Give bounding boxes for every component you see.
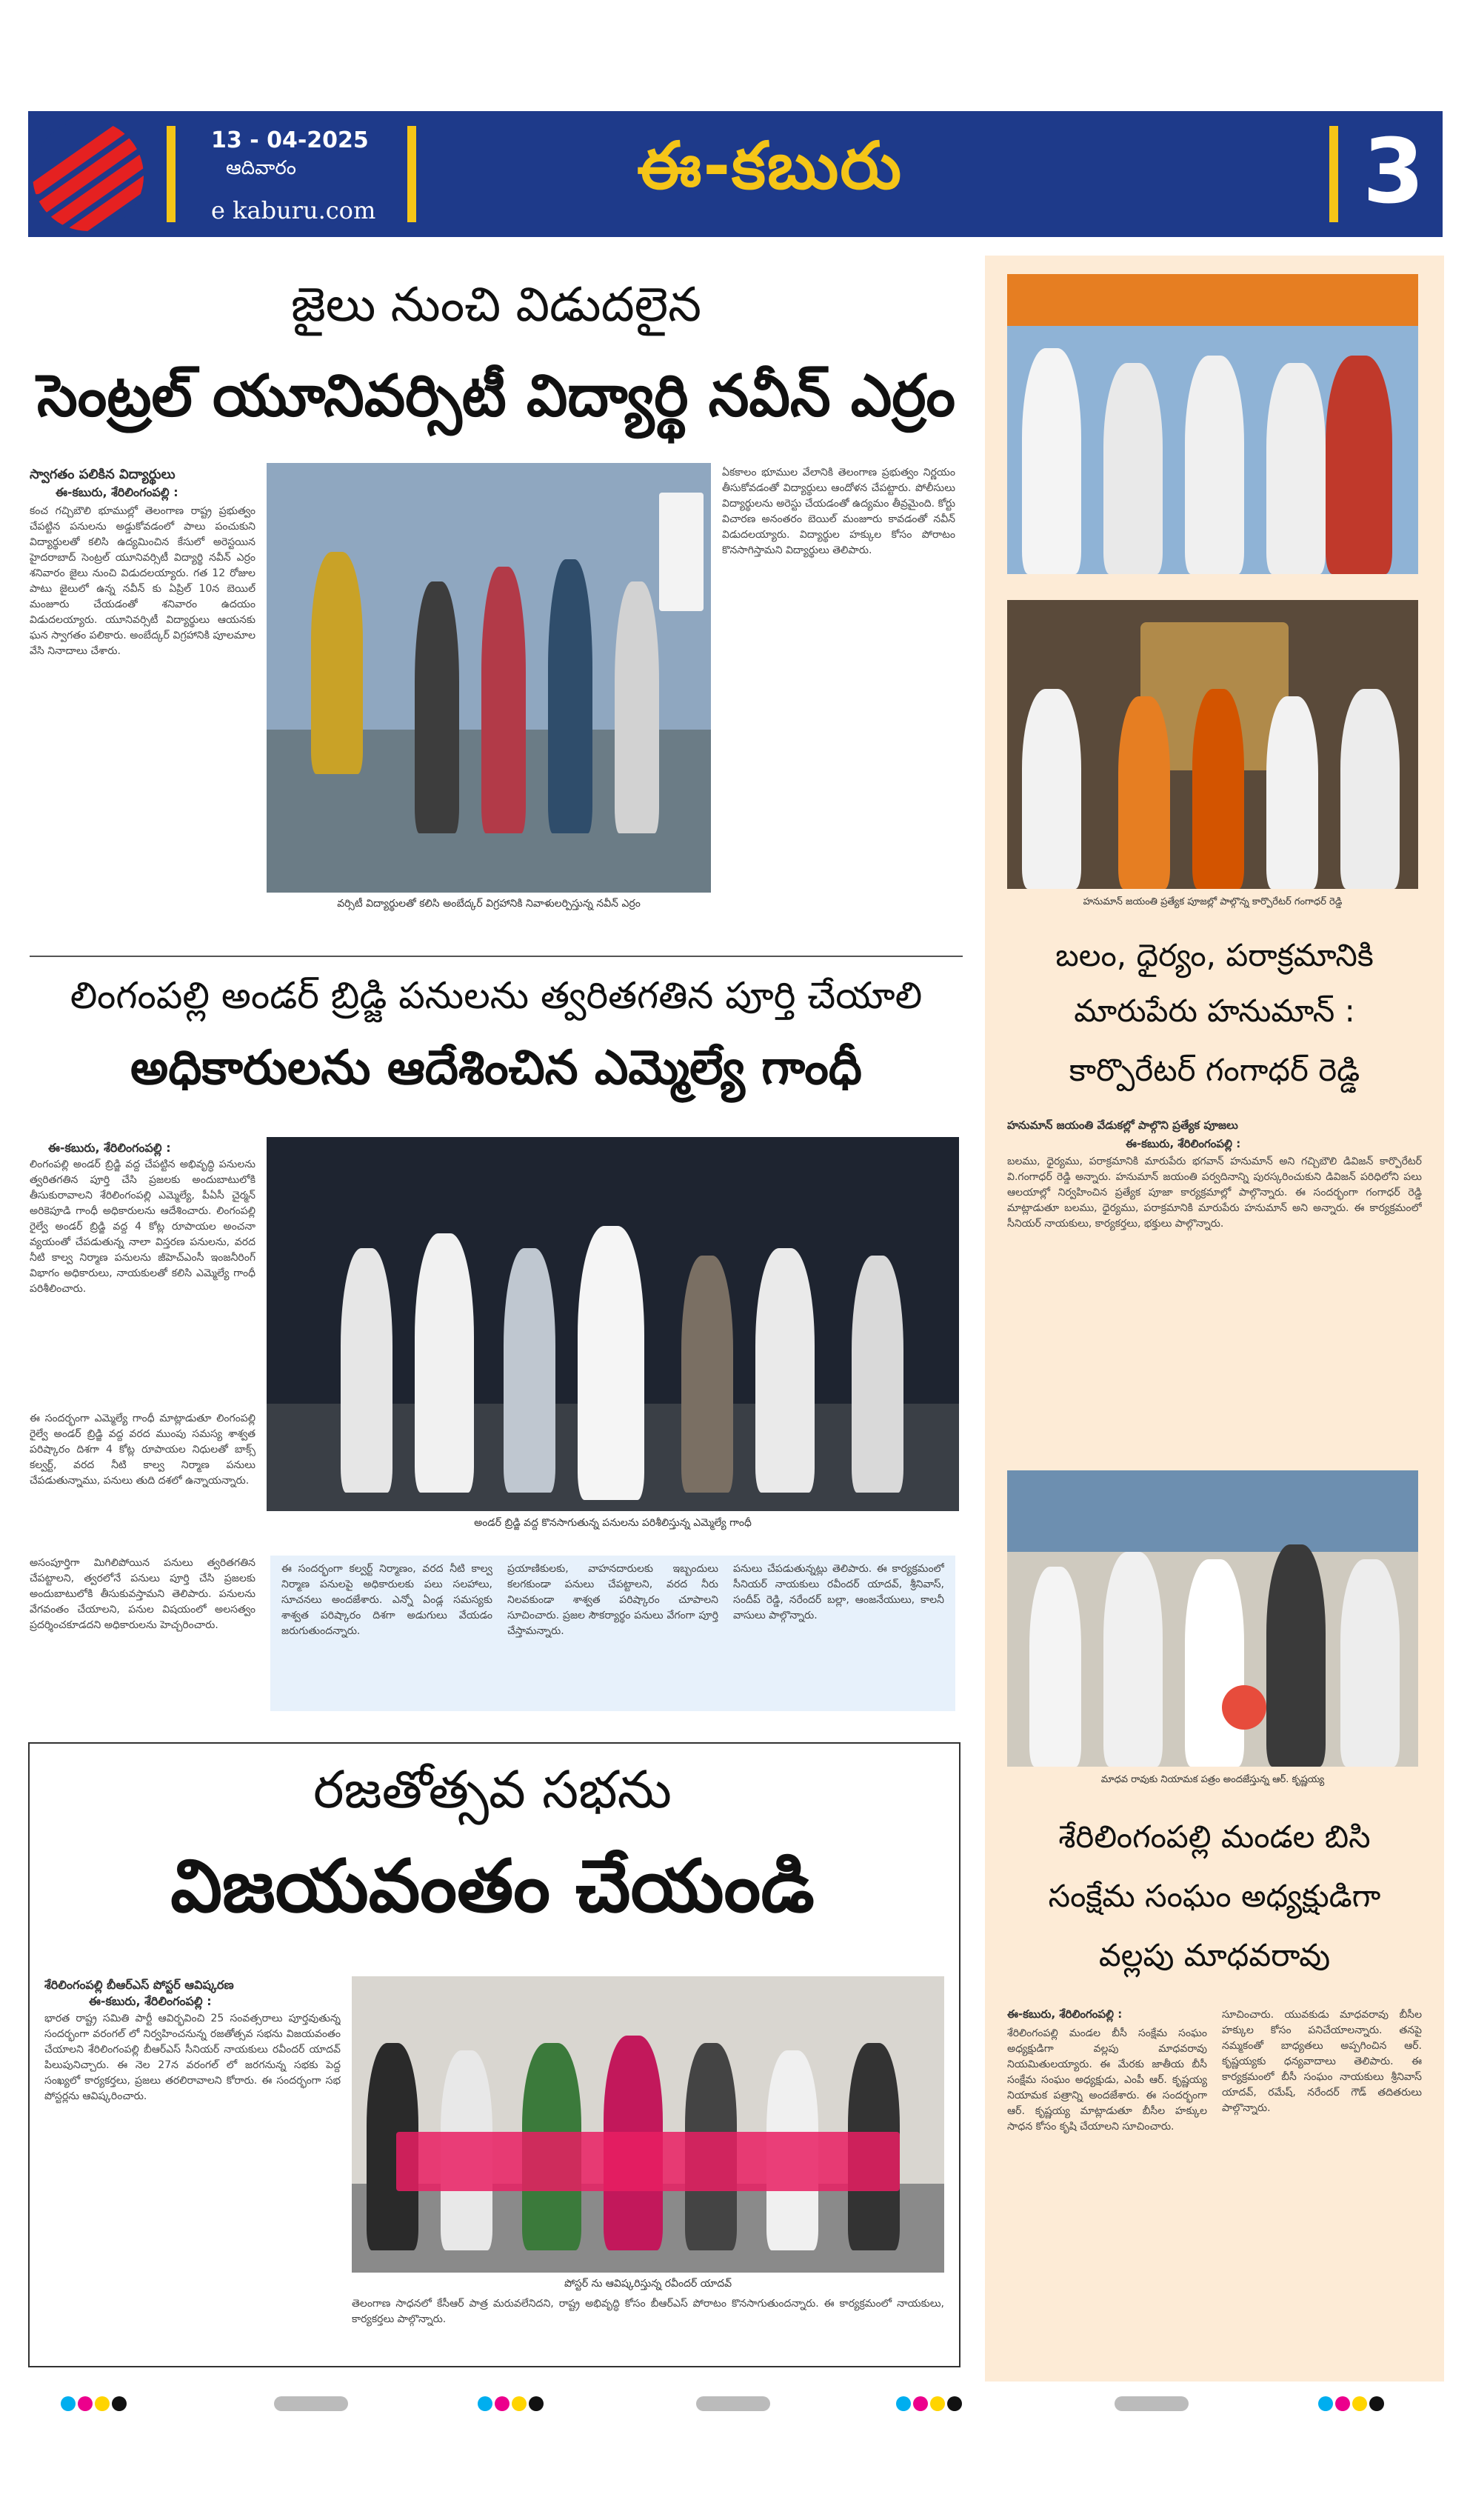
story3-dateline: ఈ-కబురు, శేరిలింగంపల్లి : — [89, 1994, 212, 2008]
ekaburu-logo — [33, 120, 144, 231]
story1-dateline: ఈ-కబురు, శేరిలింగంపల్లి : — [56, 485, 178, 499]
sidebar-caption-2: మాధవ రావుకు నియామక పత్రం అందజేస్తున్న ఆర్. కృష్ణయ్య — [1100, 1774, 1325, 1785]
issue-date: 13 - 04-2025 — [211, 127, 369, 153]
story1-headline-small: జైలు నుంచి విడుదలైన — [290, 278, 702, 333]
color-registration-mark — [896, 2396, 964, 2414]
sidebar-headline-line1: బలం, ధైర్యం, పరాక్రమానికి — [1055, 937, 1374, 973]
sidebar-headline2-line2: సంక్షేమ సంఘం అధ్యక్షుడిగా — [1048, 1878, 1381, 1914]
grey-registration-bar — [274, 2396, 348, 2411]
story3-headline: విజయవంతం చేయండి — [170, 1844, 815, 1929]
story1-headline: సెంట్రల్ యూనివర్సిటీ విద్యార్థి నవీన్ ఎర్రం — [36, 363, 955, 430]
sidebar-headline-line3: కార్పొరేటర్ గంగాధర్ రెడ్డి — [1069, 1052, 1360, 1088]
story2-body-left-continued: ఈ సందర్భంగా ఎమ్మెల్యే గాంధీ మాట్లాడుతూ లింగంపల్లి రైల్వే అండర్ బ్రిడ్జి వద్ద వరద ముంపు సమస్య శాశ్వత పరిష్కారం దిశగా 4 కోట్ల రూపాయల నిధులతో బాక్స్ కల్వర్ట్, వరద నీటి కాల్వ నిర్మాణ పనులు చేపడుతున్నాము, పనులు తుది దశలో ఉన్నాయన్నారు. — [30, 1413, 255, 1487]
sidebar-photo-meeting — [1007, 1470, 1418, 1767]
story2-body-bottom-mid1: ఈ సందర్భంగా కల్వర్ట్ నిర్మాణం, వరద నీటి కాల్వ నిర్మాణ పనులపై అధికారులకు పలు సలహాలు, సూచనలు అందజేశారు. ఎన్నో ఏండ్ల సమస్యకు శాశ్వత పరిష్కారం దిశగా అడుగులు వేయడం జరుగుతుందన్నారు. — [281, 1563, 492, 1637]
sidebar-headline2-line1: శేరిలింగంపల్లి మండల బిసి — [1058, 1819, 1371, 1855]
color-registration-mark — [478, 2396, 546, 2414]
story1-body-left: కంచ గచ్చిబౌలి భూముల్లో తెలంగాణ రాష్ట్ర ప్రభుత్వం చేపట్టిన పనులను అడ్డుకోవడంలో పాలు పంచుకుని విద్యార్థులతో కలిసి ఉద్యమించిన కేసులో అరెస్టయిన హైదరాబాద్ సెంట్రల్ యూనివర్సిటీ విద్యార్థి నవీన్ ఎర్రం శనివారం జైలు నుంచి విడుదలయ్యారు. గత 12 రోజుల పాటు జైలులో ఉన్న నవీన్ కు ఏప్రిల్ 10న బెయిల్ మంజూరు చేయడంతో శనివారం ఉదయం విడుదలయ్యారు. యూనివర్సిటీ విద్యార్థులు ఆయనకు ఘన స్వాగతం పలికారు. అంబేద్కర్ విగ్రహానికి పూలమాల వేసి నినాదాలు చేశారు. — [30, 505, 255, 657]
story1-kicker: స్వాగతం పలికిన విద్యార్థులు — [30, 467, 176, 482]
page-number: 3 — [1363, 121, 1425, 224]
story2-headline-small: లింగంపల్లి అండర్ బ్రిడ్జి పనులను త్వరితగతిన పూర్తి చేయాలి — [70, 974, 923, 1017]
story3-photo — [352, 1976, 944, 2273]
story3-caption: పోస్టర్ ను ఆవిష్కరిస్తున్న రవీందర్ యాదవ్ — [564, 2278, 732, 2290]
sidebar-caption-1: హనుమాన్ జయంతి ప్రత్యేక పూజల్లో పాల్గొన్న కార్పొరేటర్ గంగాధర్ రెడ్డి — [1083, 896, 1343, 907]
sidebar-body-1: బలము, ధైర్యము, పరాక్రమానికి మారుపేరు భగవాన్ హనుమాన్ అని గచ్చిబౌలి డివిజన్ కార్పొరేటర్ వి.గంగాధర్ రెడ్డి అన్నారు. హనుమాన్ జయంతి పర్వదినాన్ని పురస్కరించుకుని డివిజన్ పరిధిలోని పలు ఆలయాల్లో నిర్వహించిన ప్రత్యేక పూజా కార్యక్రమాల్లో పాల్గొన్నారు. ఈ సందర్భంగా గంగాధర్ రెడ్డి మాట్లాడుతూ బలము, ధైర్యము, పరాక్రమానికి మారుపేరు హనుమాన్ అని అన్నారు. ఈ కార్యక్రమంలో సీనియర్ నాయకులు, కార్యకర్తలు, భక్తులు పాల్గొన్నారు. — [1007, 1156, 1422, 1230]
sidebar-photo-temple-1 — [1007, 274, 1418, 574]
sidebar-dateline: ఈ-కబురు, శేరిలింగంపల్లి : — [1126, 1137, 1241, 1150]
sidebar-headline2-line3: వల్లపు మాధవరావు — [1098, 1937, 1331, 1973]
story2-dateline: ఈ-కబురు, శేరిలింగంపల్లి : — [48, 1141, 171, 1155]
story2-photo — [267, 1137, 959, 1511]
masthead-divider — [167, 126, 176, 222]
grey-registration-bar — [696, 2396, 770, 2411]
sidebar-headline-line2: మారుపేరు హనుమాన్ : — [1074, 993, 1355, 1029]
site-url: e kaburu.com — [211, 196, 376, 224]
story1-body-right: ఏకకాలం భూముల వేలానికి తెలంగాణ ప్రభుత్వం నిర్ణయం తీసుకోవడంతో విద్యార్థులు ఆందోళన చేపట్టారు. పోలీసులు విద్యార్థులను అరెస్టు చేయడంతో ఉద్యమం తీవ్రమైంది. కోర్టు విచారణ అనంతరం బెయిల్ మంజూరు కావడంతో నవీన్ విడుదలయ్యారు. విద్యార్థుల హక్కుల కోసం పోరాటం కొనసాగిస్తామని విద్యార్థులు తెలిపారు. — [722, 467, 955, 556]
sidebar-photo-temple-2 — [1007, 600, 1418, 889]
story1-caption: వర్సిటీ విద్యార్థులతో కలిసి అంబేద్కర్ విగ్రహానికి నివాళులర్పిస్తున్న నవీన్ ఎర్రం — [337, 898, 641, 910]
story2-body-bottom-left: అసంపూర్తిగా మిగిలిపోయిన పనులు త్వరితగతిన చేపట్టాలని, త్వరలోనే పనులు పూర్తి చేసి ప్రజలకు అందుబాటులోకి తీసుకువస్తామని తెలిపారు. పనులను వేగవంతం చేయాలని, పనుల విషయంలో అలసత్వం ప్రదర్శించకూడదని అధికారులను హెచ్చరించారు. — [30, 1557, 255, 1631]
issue-day: ఆదివారం — [226, 157, 296, 179]
story3-body-left: భారత రాష్ట్ర సమితి పార్టీ ఆవిర్భవించి 25 సంవత్సరాలు పూర్తవుతున్న సందర్భంగా వరంగల్ లో నిర్వహించనున్న రజతోత్సవ సభను విజయవంతం చేయాలని శేరిలింగంపల్లి బీఆర్ఎస్ సీనియర్ నాయకులు రవీందర్ యాదవ్ పిలుపునిచ్చారు. ఈ నెల 27న వరంగల్ లో జరగనున్న సభకు పెద్ద సంఖ్యలో కార్యకర్తలు, ప్రజలు తరలిరావాలని కోరారు. ఈ సందర్భంగా సభ పోస్టర్లను ఆవిష్కరించారు. — [44, 2013, 341, 2102]
newspaper-title: ఈ-కబురు — [637, 127, 903, 204]
color-registration-mark — [1318, 2396, 1386, 2414]
color-registration-mark — [61, 2396, 129, 2414]
sidebar-dateline-2: ఈ-కబురు, శేరిలింగంపల్లి : — [1007, 2007, 1123, 2021]
masthead-divider — [1329, 126, 1338, 222]
masthead-divider — [407, 126, 416, 222]
story3-headline-small: రజతోత్సవ సభను — [313, 1759, 672, 1820]
story2-body-bottom-right: పనులు చేపడుతున్నట్లు తెలిపారు. ఈ కార్యక్రమంలో సీనియర్ నాయకులు రవీందర్ యాదవ్, శ్రీనివాస్, సందీప్ రెడ్డి, నరేందర్ బల్లా, ఆంజనేయులు, కాలనీ వాసులు పాల్గొన్నారు. — [733, 1563, 944, 1621]
story3-kicker: శేరిలింగంపల్లి బీఆర్ఎస్ పోస్టర్ ఆవిష్కరణ — [44, 1978, 234, 1992]
story1-photo — [267, 463, 711, 893]
sidebar-body-2-right: సూచించారు. యువకుడు మాధవరావు బీసీల హక్కుల కోసం పనిచేయాలన్నారు. తనపై నమ్మకంతో బాధ్యతలు అప్పగించిన ఆర్. కృష్ణయ్యకు ధన్యవాదాలు తెలిపారు. ఈ కార్యక్రమంలో బీసీ సంఘం నాయకులు శ్రీనివాస్ యాదవ్, రమేష్, నరేందర్ గౌడ్ తదితరులు పాల్గొన్నారు. — [1222, 2009, 1422, 2114]
story2-body-bottom-mid2: ప్రయాణికులకు, వాహనదారులకు ఇబ్బందులు కలగకుండా పనులు చేపట్టాలని, వరద నీరు నిలవకుండా శాశ్వత పరిష్కారం చూపాలని సూచించారు. ప్రజల సౌకర్యార్థం పనులు వేగంగా పూర్తి చేస్తామన్నారు. — [507, 1563, 718, 1637]
sidebar-body-2-left: శేరిలింగంపల్లి మండల బీసీ సంక్షేమ సంఘం అధ్యక్షుడిగా వల్లపు మాధవరావు నియమితులయ్యారు. ఈ మేరకు జాతీయ బీసీ సంక్షేమ సంఘం అధ్యక్షుడు, ఎంపీ ఆర్. కృష్ణయ్య నియామక పత్రాన్ని అందజేశారు. ఈ సందర్భంగా ఆర్. కృష్ణయ్య మాట్లాడుతూ బీసీల హక్కుల సాధన కోసం కృషి చేయాలని సూచించారు. — [1007, 2027, 1207, 2133]
story2-body-left: లింగంపల్లి అండర్ బ్రిడ్జి వద్ద చేపట్టిన అభివృద్ధి పనులను త్వరితగతిన పూర్తి చేసి ప్రజలకు అందుబాటులోకి తీసుకురావాలని శేరిలింగంపల్లి ఎమ్మెల్యే, పీఏసీ చైర్మన్ అరికెపూడి గాంధీ అధికారులను ఆదేశించారు. లింగంపల్లి రైల్వే అండర్ బ్రిడ్జి వద్ద 4 కోట్ల రూపాయల అంచనా వ్యయంతో చేపడుతున్న నాలా విస్తరణ పనులను, వరద నీటి కాల్వ నిర్మాణ పనులను జీహెచ్ఎంసీ ఇంజనీరింగ్ విభాగం అధికారులు, నాయకులతో కలిసి ఎమ్మెల్యే గాంధీ పరిశీలించారు. — [30, 1159, 255, 1295]
sidebar-kicker: హనుమాన్ జయంతి వేడుకల్లో పాల్గొని ప్రత్యేక పూజలు — [1007, 1119, 1238, 1132]
divider — [30, 956, 963, 957]
story2-headline: అధికారులను ఆదేశించిన ఎమ్మెల్యే గాంధీ — [130, 1041, 862, 1096]
story3-body-bottom: తెలంగాణ సాధనలో కేసీఆర్ పాత్ర మరువలేనిదని, రాష్ట్ర అభివృద్ధి కోసం బీఆర్ఎస్ పోరాటం కొనసాగుతుందన్నారు. ఈ కార్యక్రమంలో నాయకులు, కార్యకర్తలు పాల్గొన్నారు. — [352, 2298, 944, 2325]
grey-registration-bar — [1115, 2396, 1189, 2411]
story2-caption: అండర్ బ్రిడ్జి వద్ద కొనసాగుతున్న పనులను పరిశీలిస్తున్న ఎమ్మెల్యే గాంధీ — [474, 1517, 752, 1529]
